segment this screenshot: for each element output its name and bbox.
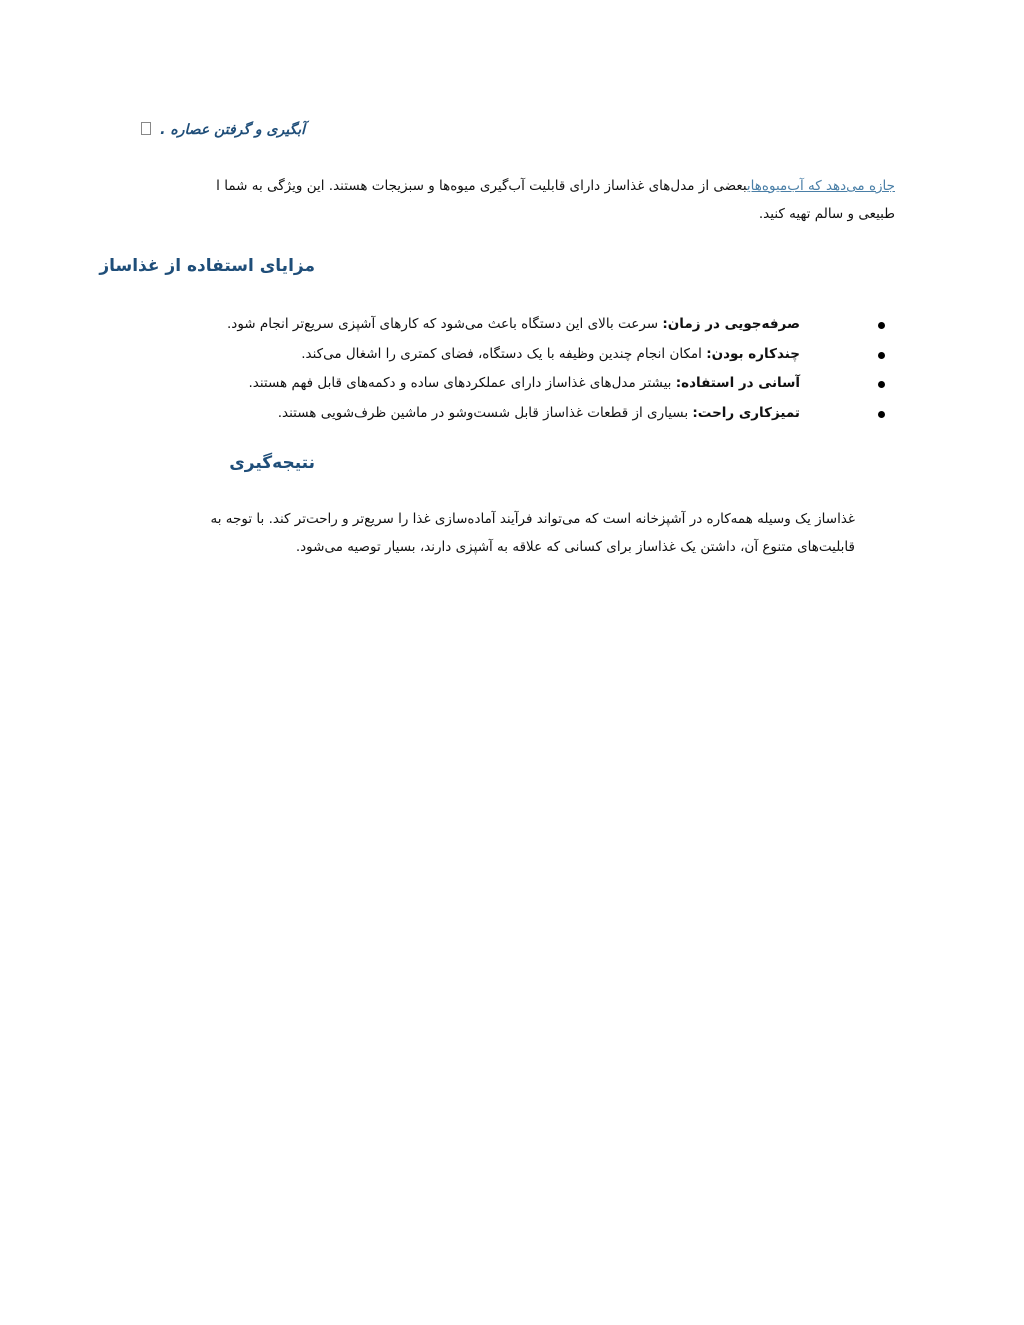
juice-subheading-text: آبگیری و گرفتن عصاره [170, 122, 305, 138]
juice-paragraph [120, 172, 895, 228]
juice-paragraph-line-1 [120, 172, 895, 200]
benefit-text: بسیاری از قطعات غذاساز قابل شست‌وشو در ماشین ظرف‌شویی هستند. [277, 404, 693, 421]
benefit-title: چندکاره بودن: [706, 345, 800, 362]
benefit-text: سرعت بالای این دستگاه باعث می‌شود که کارهای آشپزی سریع‌تر انجام شود. [227, 316, 663, 332]
bullet-icon [878, 411, 885, 418]
list-item [125, 310, 885, 340]
bullet-icon [878, 352, 885, 359]
list-item [125, 340, 885, 370]
bullet-icon [878, 381, 885, 388]
benefits-heading: مزایای استفاده از غذاساز [99, 256, 315, 276]
benefits-list [125, 310, 885, 428]
juice-paragraph-text: بعضی از مدل‌های غذاساز دارای قابلیت آب‌گیری میوه‌ها و سبزیجات هستند. این ویژگی به شما ا [216, 178, 747, 194]
conclusion-heading: نتیجه‌گیری [229, 453, 315, 473]
missing-glyph-icon [141, 122, 151, 135]
list-item [125, 399, 885, 429]
conclusion-paragraph [120, 505, 855, 561]
benefit-text: امکان انجام چندین وظیفه با یک دستگاه، فضای کمتری را اشغال می‌کند. [301, 345, 707, 362]
juice-subheading-prefix: . [160, 122, 166, 138]
benefit-title: صرفه‌جویی در زمان: [662, 316, 800, 332]
conclusion-line-1: غذاساز یک وسیله همه‌کاره در آشپزخانه است که می‌تواند فرآیند آماده‌سازی غذا را سریع‌تر و راحت‌تر کند. با توجه به [210, 511, 855, 527]
conclusion-line-2: قابلیت‌های متنوع آن، داشتن یک غذاساز برای کسانی که علاقه به آشپزی دارند، بسیار توصیه می‌شود. [295, 539, 855, 555]
juice-paragraph-link[interactable]: جازه می‌دهد که آب‌میوه‌های [746, 178, 895, 194]
bullet-icon [878, 322, 885, 329]
list-item [125, 369, 885, 399]
benefit-text: بیشتر مدل‌های غذاساز دارای عملکردهای ساده و دکمه‌های قابل فهم هستند. [248, 375, 676, 391]
juice-paragraph-line-2: طبیعی و سالم تهیه کنید. [758, 206, 895, 222]
juice-subheading [120, 122, 305, 138]
benefit-title: تمیزکاری راحت: [692, 404, 800, 421]
benefit-title: آسانی در استفاده: [675, 375, 800, 391]
